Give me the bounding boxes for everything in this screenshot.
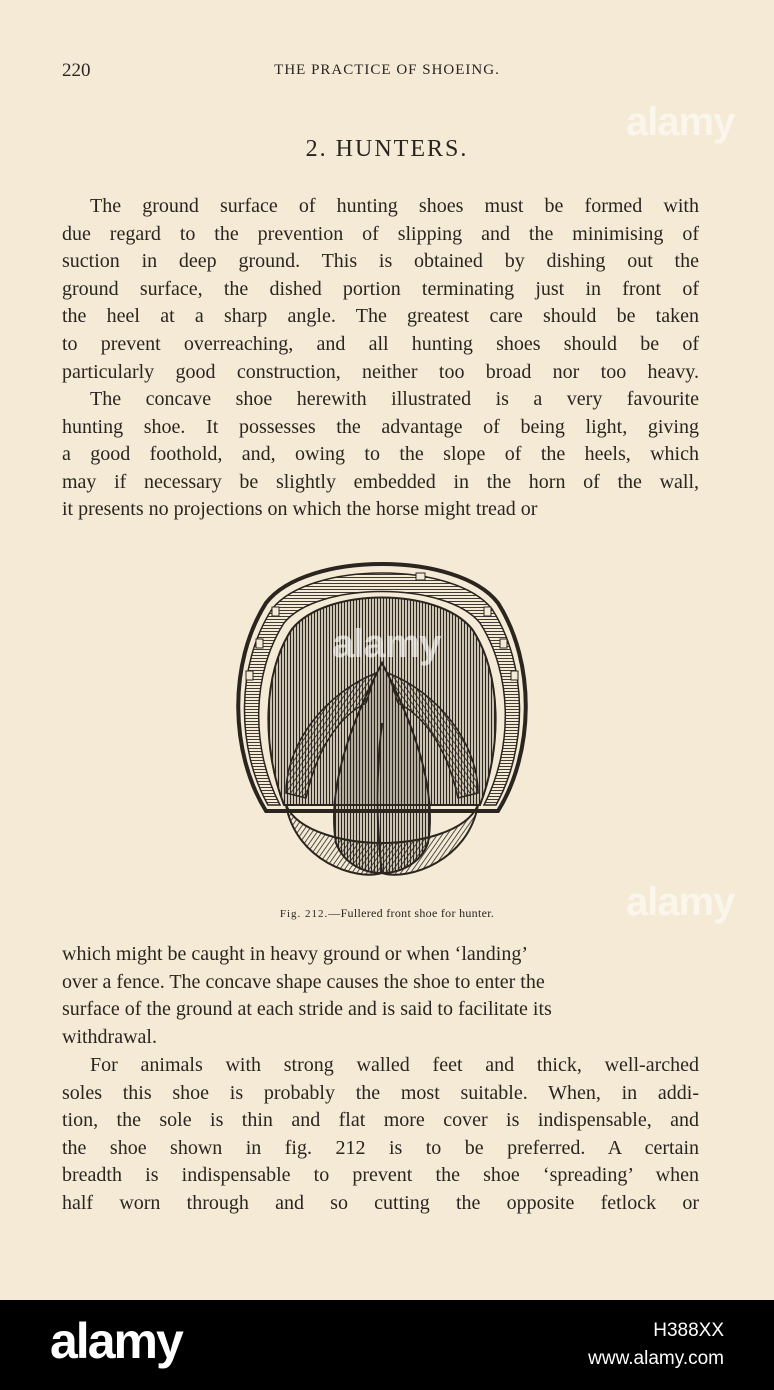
paragraph-4 (62, 1052, 699, 1218)
text-line: The concave shoe herewith illustrated is a very favourite (90, 388, 699, 410)
text-line: the shoe shown in fig. 212 is to be preferred. A certain (62, 1136, 699, 1159)
figure-caption-text: —Fullered front shoe for hunter. (328, 906, 495, 920)
text-line: The ground surface of hunting shoes must be formed with (90, 195, 699, 217)
text-line: breadth is indispensable to prevent the shoe ‘spreading’ when (62, 1164, 699, 1187)
text-line: which might be caught in heavy ground or when ‘landing’ (62, 943, 528, 965)
image-id: H388XX (653, 1320, 724, 1341)
stock-footer-bar (0, 1300, 774, 1390)
text-line: hunting shoe. It possesses the advantage of being light, giving (62, 415, 699, 438)
text-line: surface of the ground at each stride and is said to facilitate its (62, 998, 552, 1021)
section-title: 2. HUNTERS. (305, 136, 469, 162)
paragraph-1 (62, 193, 699, 386)
footer-url: www.alamy.com (588, 1348, 724, 1369)
text-line: due regard to the prevention of slipping and the minimising of (62, 222, 699, 245)
figure-label: Fig. 212. (279, 908, 329, 920)
text-line: suction in deep ground. This is obtained by dishing out the (62, 250, 699, 273)
text-line: a good foothold, and, owing to the slope of the heels, which (62, 443, 699, 466)
page-number: 220 (62, 60, 91, 81)
text-line: half worn through and so cutting the opposite fetlock or (62, 1191, 699, 1214)
text-line: tion, the sole is thin and flat more cover is indispensable, and (62, 1109, 699, 1132)
text-line: the heel at a sharp angle. The greatest care should be taken (62, 305, 699, 328)
text-line: to prevent overreaching, and all hunting shoes should be of (62, 332, 699, 355)
watermark-top: alamy (626, 100, 735, 144)
text-line: it presents no projections on which the horse might tread or (62, 498, 538, 521)
running-title: THE PRACTICE OF SHOEING. (274, 62, 500, 78)
paragraph-3 (62, 941, 699, 1051)
horseshoe-illustration (226, 543, 538, 888)
text-line: withdrawal. (62, 1025, 157, 1048)
text-line: over a fence. The concave shape causes the shoe to enter the (62, 970, 545, 993)
paragraph-2 (62, 386, 699, 524)
watermark-right: alamy (626, 880, 735, 924)
text-line: ground surface, the dished portion terminating just in front of (62, 277, 699, 300)
text-line: For animals with strong walled feet and thick, well-arched (90, 1054, 699, 1076)
watermark-middle: alamy (332, 622, 441, 666)
text-line: soles this shoe is probably the most suitable. When, in addi- (62, 1081, 699, 1104)
alamy-logo: alamy (50, 1313, 182, 1369)
running-head (62, 60, 712, 86)
text-line: may if necessary be slightly embedded in the horn of the wall, (62, 470, 699, 493)
text-line: particularly good construction, neither too broad nor too heavy. (62, 360, 699, 383)
